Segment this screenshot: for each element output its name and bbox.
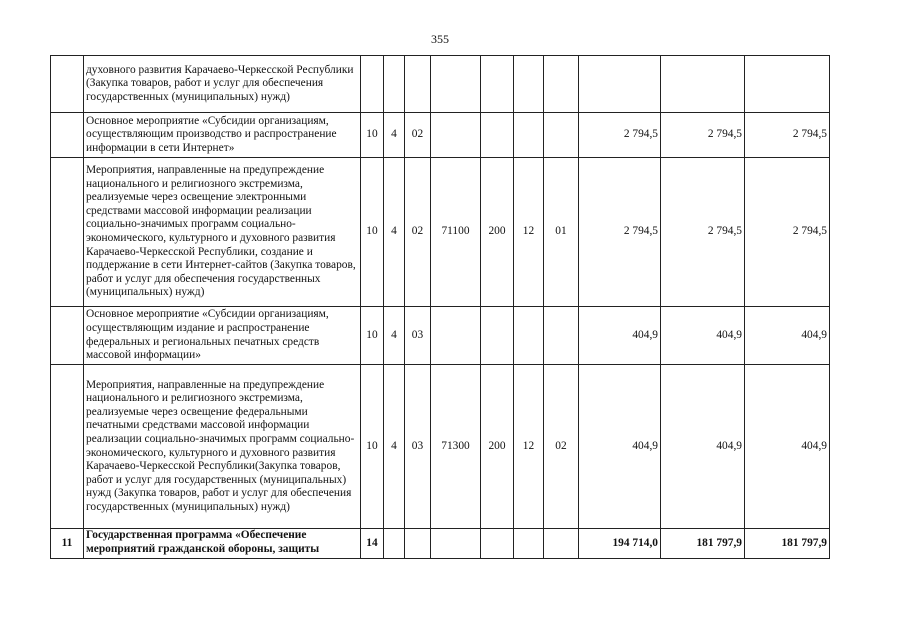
code-col-7	[544, 56, 579, 113]
code-col-4	[431, 113, 481, 158]
amount-2: 404,9	[661, 365, 745, 529]
row-description: Основное мероприятие «Субсидии организациям, осуществляющим издание и распространение федеральных и региональных печатных средств массовой информации»	[84, 307, 361, 365]
code-col-4	[431, 529, 481, 559]
amount-2	[661, 56, 745, 113]
code-col-3: 03	[405, 307, 431, 365]
code-col-4: 71100	[431, 158, 481, 307]
code-col-3: 02	[405, 158, 431, 307]
row-number	[51, 56, 84, 113]
table-row	[51, 529, 830, 559]
code-col-6	[514, 113, 544, 158]
amount-3: 404,9	[745, 365, 830, 529]
row-number	[51, 113, 84, 158]
code-col-5	[481, 529, 514, 559]
code-col-4	[431, 56, 481, 113]
table-row	[51, 365, 830, 529]
row-number	[51, 307, 84, 365]
code-col-2	[384, 56, 405, 113]
code-col-4: 71300	[431, 365, 481, 529]
amount-2: 2 794,5	[661, 158, 745, 307]
code-col-6: 12	[514, 158, 544, 307]
budget-table	[50, 55, 830, 559]
code-col-7	[544, 113, 579, 158]
code-col-6: 12	[514, 365, 544, 529]
code-col-3	[405, 529, 431, 559]
code-col-3	[405, 56, 431, 113]
code-col-3: 03	[405, 365, 431, 529]
code-col-6	[514, 56, 544, 113]
code-col-1: 10	[361, 307, 384, 365]
code-col-5: 200	[481, 365, 514, 529]
amount-1	[579, 56, 661, 113]
amount-1: 2 794,5	[579, 158, 661, 307]
table-row	[51, 56, 830, 113]
amount-3: 2 794,5	[745, 158, 830, 307]
table-row	[51, 158, 830, 307]
amount-3: 404,9	[745, 307, 830, 365]
code-col-6	[514, 529, 544, 559]
row-description: духовного развития Карачаево-Черкесской Республики (Закупка товаров, работ и услуг для обеспечения государственных (муниципальных) нужд)	[84, 56, 361, 113]
code-col-1: 10	[361, 158, 384, 307]
amount-3: 2 794,5	[745, 113, 830, 158]
code-col-5	[481, 113, 514, 158]
code-col-2: 4	[384, 307, 405, 365]
row-description: Основное мероприятие «Субсидии организациям, осуществляющим производство и распространение информации в сети Интернет»	[84, 113, 361, 158]
code-col-7: 02	[544, 365, 579, 529]
page-number: 355	[431, 32, 449, 46]
row-number	[51, 365, 84, 529]
code-col-2	[384, 529, 405, 559]
row-description: Государственная программа «Обеспечение мероприятий гражданской обороны, защиты	[84, 529, 361, 559]
code-col-7	[544, 307, 579, 365]
amount-3: 181 797,9	[745, 529, 830, 559]
amount-2: 2 794,5	[661, 113, 745, 158]
amount-2: 404,9	[661, 307, 745, 365]
code-col-7	[544, 529, 579, 559]
amount-1: 2 794,5	[579, 113, 661, 158]
code-col-2: 4	[384, 113, 405, 158]
code-col-1	[361, 56, 384, 113]
amount-1: 404,9	[579, 365, 661, 529]
code-col-1: 10	[361, 365, 384, 529]
amount-1: 404,9	[579, 307, 661, 365]
amount-3	[745, 56, 830, 113]
amount-2: 181 797,9	[661, 529, 745, 559]
code-col-4	[431, 307, 481, 365]
row-description: Мероприятия, направленные на предупреждение национального и религиозного экстремизма, реализуемые через освещение федеральными печатными средствами массовой информации реализации социально-значимых программ социально-экономического, культурного и духовного развития Карачаево-Черкесской Республики(Закупка товаров, работ и услуг для государственных (муниципальных) нужд (Закупка товаров, работ и услуг для обеспечения государственных (муниципальных) нужд)	[84, 365, 361, 529]
code-col-5	[481, 307, 514, 365]
code-col-2: 4	[384, 158, 405, 307]
code-col-7: 01	[544, 158, 579, 307]
code-col-3: 02	[405, 113, 431, 158]
code-col-5	[481, 56, 514, 113]
table-row	[51, 113, 830, 158]
code-col-1: 10	[361, 113, 384, 158]
code-col-1: 14	[361, 529, 384, 559]
row-number	[51, 158, 84, 307]
row-description: Мероприятия, направленные на предупреждение национального и религиозного экстремизма, реализуемые через освещение электронными средствами массовой информации реализации социально-значимых программ социально-экономического, культурного и духовного развития Карачаево-Черкесской Республики, создание и поддержание в сети Интернет-сайтов (Закупка товаров, работ и услуг для обеспечения государственных (муниципальных) нужд)	[84, 158, 361, 307]
table-row	[51, 307, 830, 365]
code-col-2: 4	[384, 365, 405, 529]
row-number: 11	[51, 529, 84, 559]
amount-1: 194 714,0	[579, 529, 661, 559]
code-col-6	[514, 307, 544, 365]
code-col-5: 200	[481, 158, 514, 307]
